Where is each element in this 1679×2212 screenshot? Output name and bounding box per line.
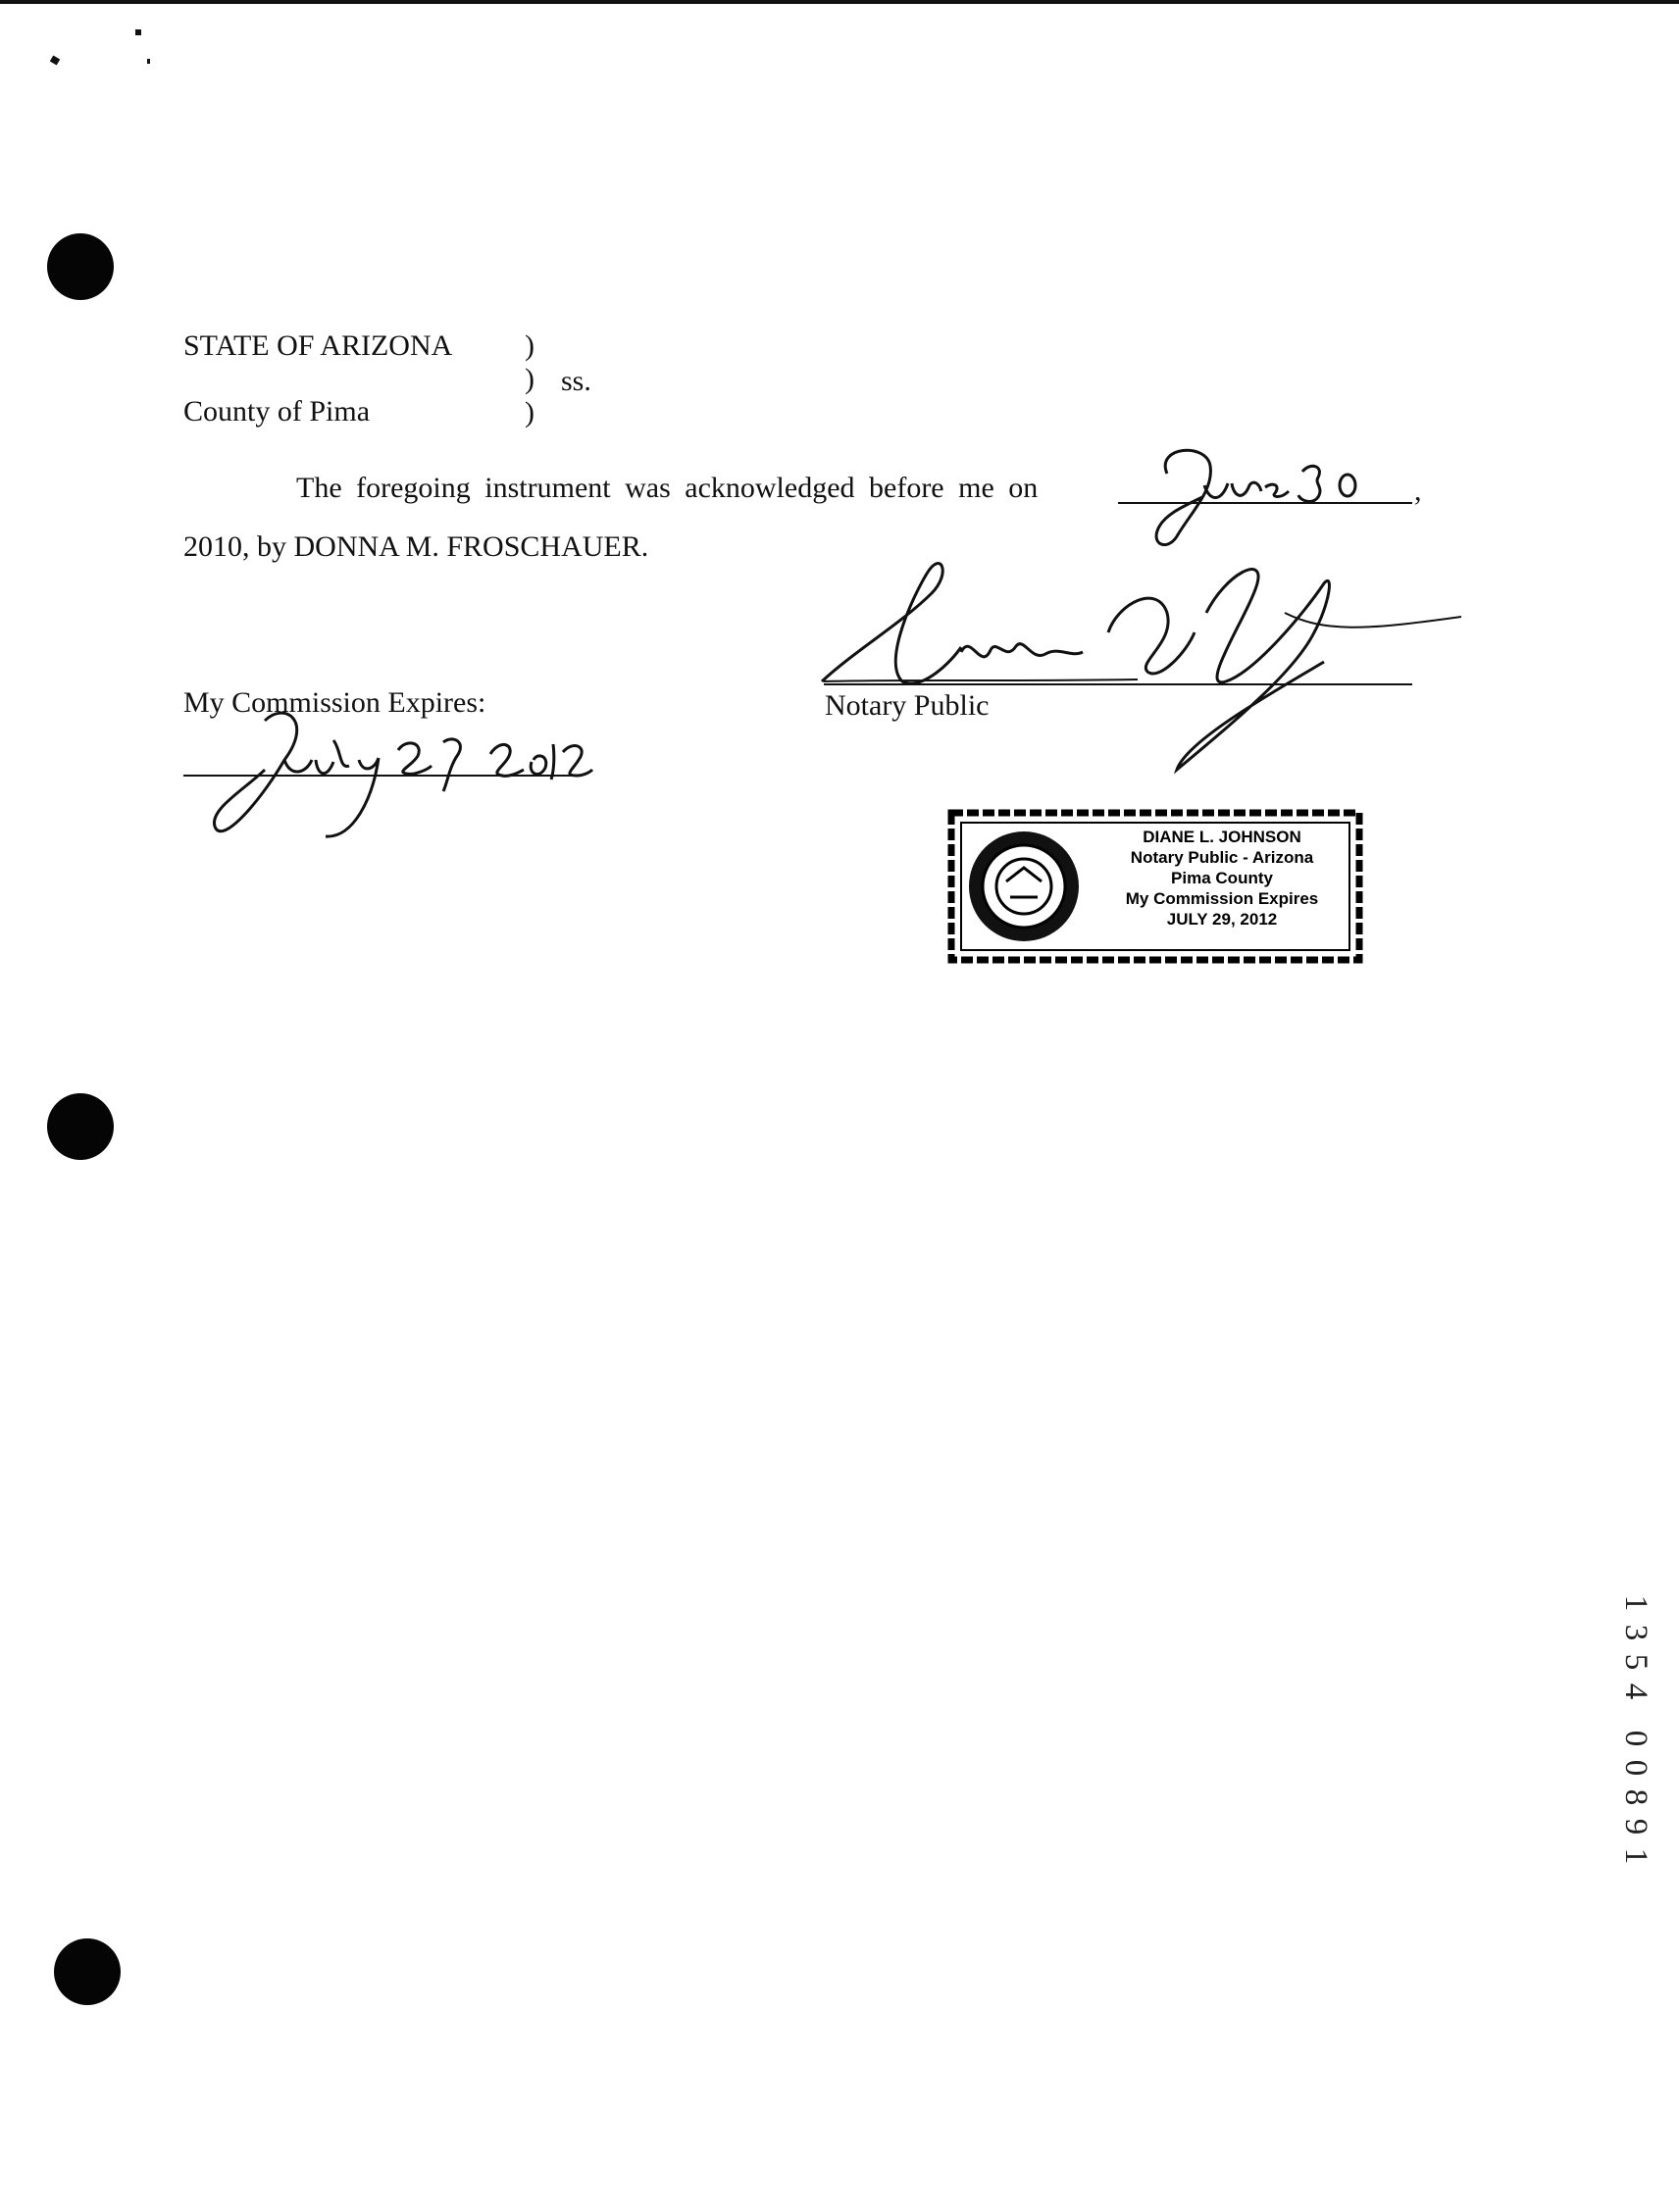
document-number-digit: 1: [1618, 1847, 1654, 1865]
handwritten-commission-date: [196, 701, 608, 848]
county-label: County of Pima: [183, 395, 371, 427]
scan-edge: [0, 0, 1679, 4]
venue-paren: ): [525, 363, 534, 395]
punch-hole-top: [47, 233, 114, 300]
stamp-county: Pima County: [1171, 869, 1273, 887]
notary-stamp: [947, 809, 1363, 964]
state-label: STATE OF ARIZONA: [183, 329, 453, 362]
stamp-expires-date: JULY 29, 2012: [1166, 910, 1278, 929]
document-number-digit: 0: [1618, 1730, 1654, 1747]
document-number-digit: 4: [1618, 1683, 1654, 1700]
venue-paren: ): [525, 396, 534, 428]
commission-expires-label: My Commission Expires:: [183, 686, 486, 719]
stamp-name: DIANE L. JOHNSON: [1143, 828, 1301, 846]
document-number-digit: 1: [1618, 1594, 1654, 1612]
document-number-digit: 3: [1618, 1624, 1654, 1641]
handwritten-date-june-30: [1108, 436, 1402, 554]
document-number-digit: 9: [1618, 1818, 1654, 1835]
stamp-expires-label: My Commission Expires: [1125, 889, 1319, 908]
notary-signature: [814, 544, 1481, 789]
document-number-digit: 0: [1618, 1759, 1654, 1777]
ss-label: ss.: [561, 365, 591, 397]
notary-signature-line: [824, 683, 1412, 685]
stamp-title: Notary Public - Arizona: [1130, 848, 1314, 867]
acknowledgment-text: The foregoing instrument was acknowledged before me on: [296, 472, 1039, 504]
punch-hole-bottom: [54, 1938, 121, 2005]
punch-hole-middle: [47, 1093, 114, 1160]
scan-speck: [50, 55, 60, 65]
document-number-digit: 8: [1618, 1788, 1654, 1806]
scan-speck: [147, 59, 150, 64]
notary-public-label: Notary Public: [825, 689, 990, 722]
scan-speck: [135, 29, 141, 35]
document-number: [1616, 1588, 1655, 1871]
date-comma: ,: [1414, 475, 1422, 507]
document-number-digit: 5: [1618, 1653, 1654, 1671]
venue-paren: ): [525, 329, 534, 362]
acknowledgment-party: 2010, by DONNA M. FROSCHAUER.: [183, 530, 649, 563]
